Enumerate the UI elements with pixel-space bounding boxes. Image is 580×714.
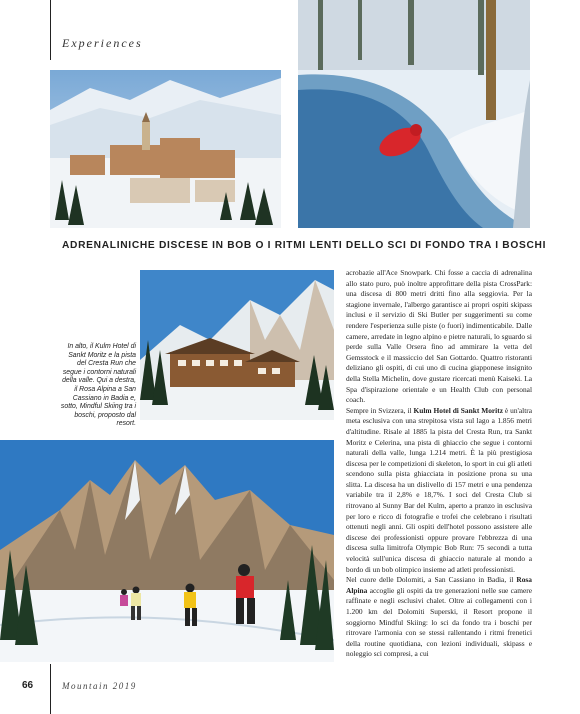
hotel-photo	[140, 270, 334, 420]
rosa-alpina-name: Rosa Alpina	[346, 575, 532, 595]
article-body	[346, 268, 532, 664]
body-paragraph-3	[346, 575, 532, 660]
body-paragraph-3-lead: Nel cuore delle Dolomiti, a San Cassiano in Badia, il	[346, 575, 517, 585]
page-number: 66	[22, 680, 34, 691]
body-paragraph-2-lead: Sempre in Svizzera, il	[346, 405, 414, 415]
kulm-hotel-name: Kulm Hotel di Sankt Moritz	[413, 405, 503, 415]
magazine-name: Mountain 2019	[62, 681, 137, 691]
body-paragraph-3-text: accoglie gli ospiti da tre generazioni nelle sue camere raffinate e negli esclusivi chalet. Oltre ai collegamenti con i 1.200 km del Dolomiti Superski, il Resort propone il soggiorno Mindful Skiing: lo sci da fondo tra i boschi per ritrovare l'armonia con se stessi rallentando i ritmi frenetici della routine quotidiana, con lezioni individuali, skipass e noleggio sci compresi, a cui	[346, 585, 532, 659]
body-paragraph-1: acrobazie all'Ace Snowpark. Chi fosse a caccia di adrenalina allo stato puro, può inoltre approfittare della pista CrossPark: una discesa di 800 metri dritti fino alla seggiovia. Per la stagione invernale, l'albergo garantisce ai propri ospiti skipass inclusi e il servizio di Ski Butler per suggerimenti su come rendere l'esperienza sulle piste (o fuori) indimenticabile. Dalle camere, arredate in legno alpino e pietre naturali, lo sguardo si perde sulla Valle Orsera fino ad ammirare la vetta del Gemsstock e il massiccio del San Gottardo. Quattro ristoranti deliziano gli ospiti, di cui uno di cucina giapponese insignito della Stella Michelin, dove gustare ricercati menù Kaiseki. La Spa d'ispirazione orientale e un Health Club con personal coach.	[346, 268, 532, 405]
article-headline: ADRENALINICHE DISCESE IN BOB O I RITMI LENTI DELLO SCI DI FONDO TRA I BOSCHI	[62, 240, 547, 251]
section-label: Experiences	[62, 36, 143, 50]
ski-photo	[0, 440, 334, 662]
bobsled-photo	[298, 0, 530, 228]
body-paragraph-2-text: è un'altra meta esclusiva con una strepitosa vista sul lago a 1.856 metri d'altitudine. Risale al 1885 la pista del Cresta Run, tra Sankt Moritz e Celerina, una pista di ghiaccio che segue i contorni naturali della valle, lunga 1.214 metri. È la più prestigiosa discesa per le competizioni di skeleton, lo sport in cui gli atleti scendono sulla pista ghiacciata in posizione prona su una slitta. La discesa ha un dislivello di 157 metri e una pendenza variabile tra il 2,8% e 18,7%. I soci del Cresta Club si ritrovano al Sunny Bar del Kulm, aperto a pranzo in esclusiva per loro e ricco di fotografie e trofei che celebrano i risultati ottenuti negli anni. Gli ospiti dell'hotel possono assistere alle discese dei professionisti oppure provare l'ebbrezza di una discesa sulla limitrofa Olympic Bob Run: 75 secondi a tutta velocità sull'unica discesa di ghiaccio naturale al mondo a bordo di un bob olimpico insieme ad atleti professionisti.	[346, 405, 532, 574]
town-photo	[50, 70, 281, 228]
bottom-margin-rule	[50, 664, 51, 714]
top-margin-rule	[50, 0, 51, 60]
photo-caption: In alto, il Kulm Hotel di Sankt Moritz e la pista del Cresta Run che segue i contorni naturali della valle. Qui a destra, il Rosa Alpina a San Cassiano in Badia e, sotto, Mindful Skiing tra i boschi, proposto dal resort.	[60, 343, 136, 428]
body-paragraph-2	[346, 406, 532, 576]
